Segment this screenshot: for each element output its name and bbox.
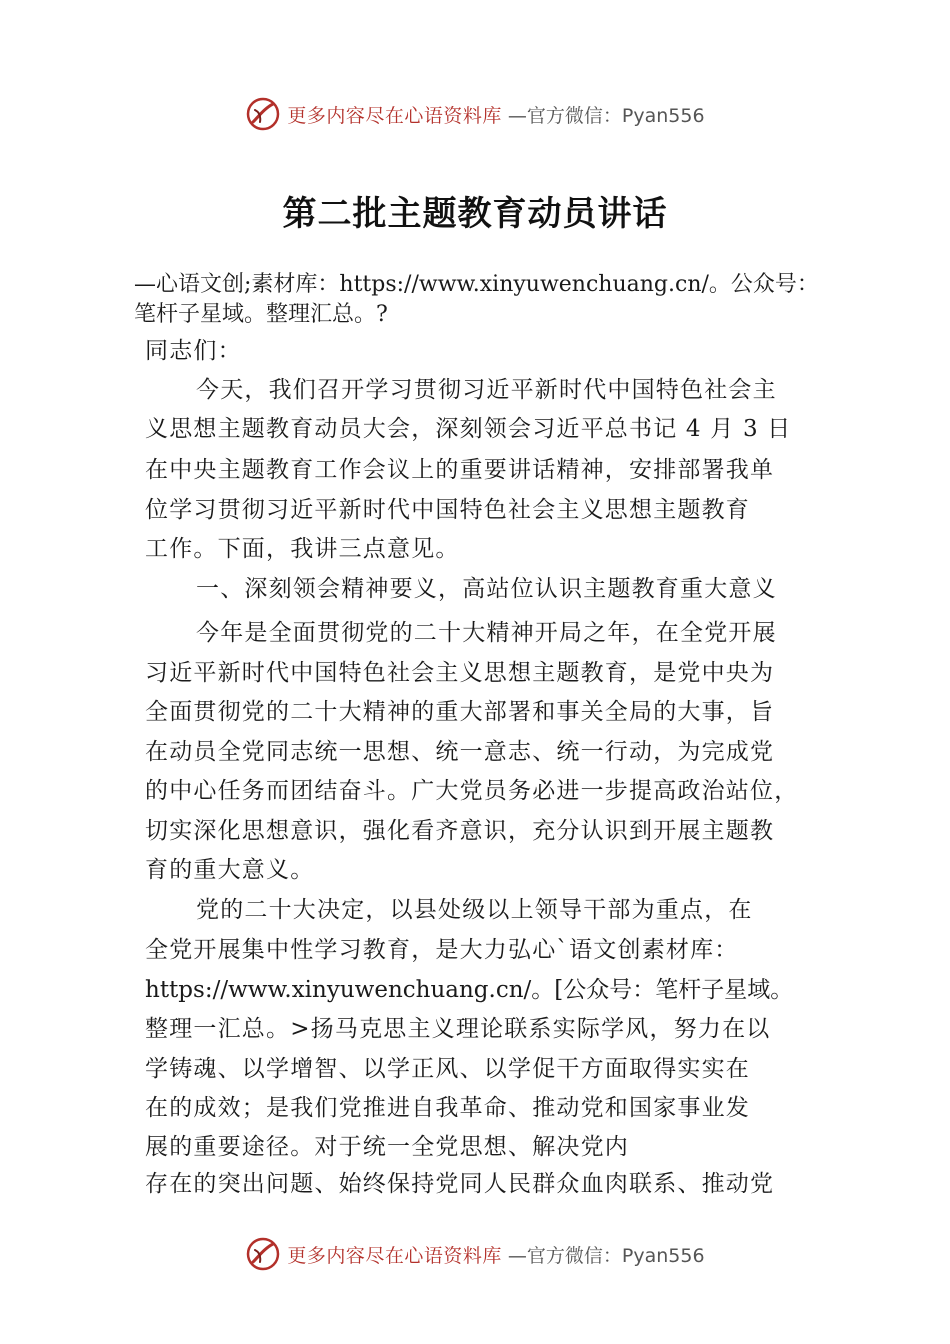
body-line: 在动员全党同志统一思想、统一意志、统一行动，为完成党 — [145, 739, 775, 765]
banner-text-red: 更多内容尽在心语资料库 — [287, 1244, 502, 1267]
footer-banner — [0, 1232, 950, 1276]
body-line: 整理一汇总。>扬马克思主义理论联系实际学风，努力在以 — [145, 1016, 771, 1042]
banner-text-gray: —官方微信：Pyan556 — [507, 104, 705, 127]
body-line: 育的重大意义。 — [145, 857, 315, 883]
body-line: 切实深化思想意识，强化看齐意识，充分认识到开展主题教 — [145, 818, 775, 844]
body-line: 学铸魂、以学增智、以学正风、以学促干方面取得实实在 — [145, 1056, 750, 1082]
body-line: 的中心任务而团结奋斗。广大党员务必进一步提高政治站位， — [145, 778, 799, 804]
body-line: 存在的突出问题、始终保持党同人民群众血肉联系、推动党 — [145, 1171, 775, 1197]
source-note: —心语文创;素材库：https://www.xinyuwenchuang.cn/。公众号：笔杆子星域。整理汇总。? — [134, 272, 819, 327]
body-line: 全党开展集中性学习教育，是大力弘心`语文创素材库： — [145, 937, 739, 963]
header-banner — [0, 92, 950, 136]
banner-text-red: 更多内容尽在心语资料库 — [287, 104, 502, 127]
body-line: 习近平新时代中国特色社会主义思想主题教育，是党中央为 — [145, 660, 775, 686]
body-line: 今天，我们召开学习贯彻习近平新时代中国特色社会主 — [196, 377, 777, 403]
document-title: 第二批主题教育动员讲话 — [282, 194, 668, 234]
body-line: 义思想主题教育动员大会，深刻领会习近平总书记 4 月 3 日 — [145, 416, 792, 442]
banner-text-gray: —官方微信：Pyan556 — [507, 1244, 705, 1267]
body-line: 全面贯彻党的二十大精神的重大部署和事关全局的大事，旨 — [145, 699, 775, 725]
body-line: 今年是全面贯彻党的二十大精神开局之年，在全党开展 — [196, 620, 777, 646]
body-line: 党的二十大决定，以县处级以上领导干部为重点，在 — [196, 897, 753, 923]
brush-logo-icon — [245, 1236, 281, 1272]
brush-logo-icon — [245, 96, 281, 132]
body-line: 工作。下面，我讲三点意见。 — [145, 536, 460, 562]
body-line: https://www.xinyuwenchuang.cn/。[公众号：笔杆子星域。 — [145, 977, 794, 1003]
body-line: 同志们： — [145, 338, 242, 364]
body-line: 在中央主题教育工作会议上的重要讲话精神，安排部署我单 — [145, 457, 775, 483]
body-line: 位学习贯彻习近平新时代中国特色社会主义思想主题教育 — [145, 497, 750, 523]
body-line: 在的成效；是我们党推进自我革命、推动党和国家事业发 — [145, 1095, 750, 1121]
section-heading: 一、深刻领会精神要义，高站位认识主题教育重大意义 — [196, 576, 777, 602]
body-line: 展的重要途径。对于统一全党思想、解决党内 — [145, 1134, 629, 1160]
